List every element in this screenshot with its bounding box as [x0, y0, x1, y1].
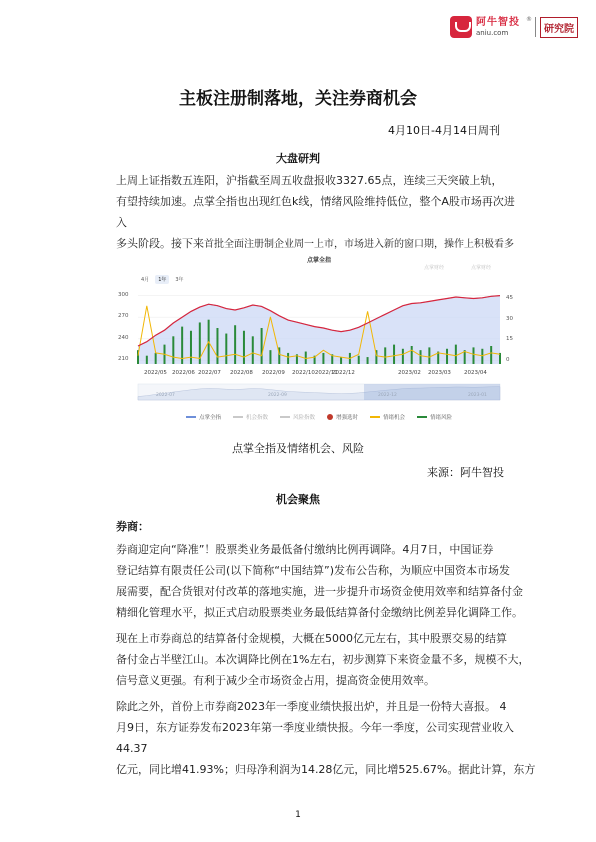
paragraph-line: 有望持续加速。点掌全指也出现红色k线，情绪风险维持低位，整个A股市场再次进入	[116, 195, 515, 229]
broker-paragraph-2	[116, 628, 536, 691]
brand-logo	[450, 14, 578, 40]
x-tick: 2022/06	[172, 370, 195, 376]
legend-label: 情绪机会	[383, 415, 406, 421]
y-left-tick: 300	[118, 291, 129, 298]
x-tick: 2022/08	[230, 370, 253, 376]
paragraph-line: 上周上证指数五连阳，沪指截至周五收盘报收3327.65点，连续三天突破上轨，	[116, 174, 503, 187]
range-button-1y[interactable]: 1年	[155, 275, 169, 284]
legend-item[interactable]	[327, 413, 358, 421]
legend-swatch	[370, 416, 380, 418]
paragraph-line: 月9日，东方证券发布2023年第一季度业绩快报。今年一季度，公司实现营业收入44.37	[116, 721, 514, 755]
x-tick: 2022/07	[198, 370, 221, 376]
y-right-tick: 15	[506, 336, 513, 343]
chart-legend	[116, 413, 522, 421]
legend-label: 风险指数	[292, 415, 315, 421]
y-left-tick: 210	[118, 356, 129, 363]
legend-label: 情绪风险	[430, 415, 453, 421]
logo-en: aniu.com	[476, 28, 509, 37]
sentiment-chart	[116, 250, 522, 428]
logo-text	[476, 18, 520, 37]
paragraph-text-serif: 首批全面注册制企业周一上市，市场进入新的窗口期，操作上积极看多	[204, 239, 514, 250]
page-title: 主板注册制落地，关注券商机会	[179, 89, 417, 109]
paragraph-line: 展需要，配合货银对付改革的落地实施，进一步提升市场资金使用效率和结算备付金	[116, 585, 523, 598]
paragraph-line: 信号意义更强。有利于减少全市场资金占用，提高资金使用效率。	[116, 674, 435, 687]
legend-swatch	[417, 416, 427, 418]
paragraph-line: 现在上市券商总的结算备付金规模，大概在5000亿元左右，其中股票交易的结算	[116, 632, 507, 645]
legend-swatch	[233, 416, 243, 418]
legend-item[interactable]	[233, 413, 268, 421]
paragraph-line: 券商迎定向“降准”！股票类业务最低备付缴纳比例再调降。4月7日，中国证券	[116, 543, 494, 556]
x-tick: 2022/12	[332, 370, 355, 376]
chart-caption: 点掌全指及情绪机会、风险	[232, 442, 364, 455]
range-button-3y[interactable]: 3年	[175, 277, 184, 283]
paragraph-line: 亿元，同比增41.93%；归母净利润为14.28亿元，同比增525.67%。据此计算，东方	[116, 763, 536, 776]
registered-mark: ®	[526, 15, 532, 23]
research-institute-badge: 研究院	[540, 17, 578, 38]
paragraph-line: 登记结算有限责任公司(以下简称“中国结算”)发布公告称，为顺应中国资本市场发	[116, 564, 510, 577]
chart-plot	[116, 250, 522, 428]
range-button-4m[interactable]: 4月	[141, 277, 150, 283]
section-heading-opportunity: 机会聚焦	[276, 493, 320, 506]
navigator-label: 2022-12	[378, 393, 397, 398]
legend-swatch	[186, 416, 196, 418]
x-tick: 2022/102022/11	[292, 370, 338, 376]
sub-heading-brokers: 券商：	[116, 520, 149, 533]
x-tick: 2023/03	[428, 370, 451, 376]
logo-divider	[535, 17, 536, 37]
navigator-label: 2023-01	[468, 393, 487, 398]
legend-label: 增强选时	[336, 415, 359, 421]
legend-item[interactable]	[186, 413, 221, 421]
section-heading-market: 大盘研判	[276, 152, 320, 165]
x-tick: 2023/04	[464, 370, 487, 376]
x-tick: 2022/09	[262, 370, 285, 376]
legend-item[interactable]	[370, 413, 405, 421]
y-right-tick: 0	[506, 357, 510, 364]
y-left-tick: 270	[118, 313, 129, 320]
y-right-tick: 30	[506, 315, 513, 322]
issue-date: 4月10日-4月14日周刊	[388, 124, 500, 137]
navigator-label: 2022-07	[156, 393, 175, 398]
y-right-tick: 45	[506, 294, 513, 301]
navigator-label: 2022-09	[268, 393, 287, 398]
paragraph-line: 精细化管理水平，拟正式启动股票类业务最低结算备付金缴纳比例差异化调降工作。	[116, 606, 523, 619]
legend-swatch	[280, 416, 290, 418]
x-tick: 2022/05	[144, 370, 167, 376]
legend-label: 点掌全指	[198, 415, 221, 421]
broker-paragraph-3	[116, 696, 536, 780]
paragraph-line: 除此之外，首份上市券商2023年一季度业绩快报出炉，并且是一份特大喜报。 4	[116, 700, 507, 713]
legend-swatch	[327, 414, 333, 420]
chart-watermark-right: 点掌财经	[471, 265, 492, 271]
page-number: 1	[295, 810, 301, 820]
paragraph-text: 多头阶段。接下来	[116, 237, 204, 250]
logo-cn: 阿牛智投	[476, 16, 520, 28]
bull-logo-icon	[450, 16, 472, 38]
legend-label: 机会指数	[245, 415, 268, 421]
paragraph-line: 备付金占半壁江山。本次调降比例在1%左右，初步测算下来资金量不多，规模不大，	[116, 653, 530, 666]
legend-item[interactable]	[280, 413, 315, 421]
y-left-tick: 240	[118, 334, 129, 341]
x-tick: 2023/02	[398, 370, 421, 376]
legend-item[interactable]	[417, 413, 452, 421]
chart-watermark-left: 点掌财经	[424, 265, 445, 271]
chart-title: 点掌全指	[306, 257, 331, 264]
broker-paragraph-1	[116, 539, 536, 623]
chart-source: 来源：阿牛智投	[427, 466, 504, 479]
